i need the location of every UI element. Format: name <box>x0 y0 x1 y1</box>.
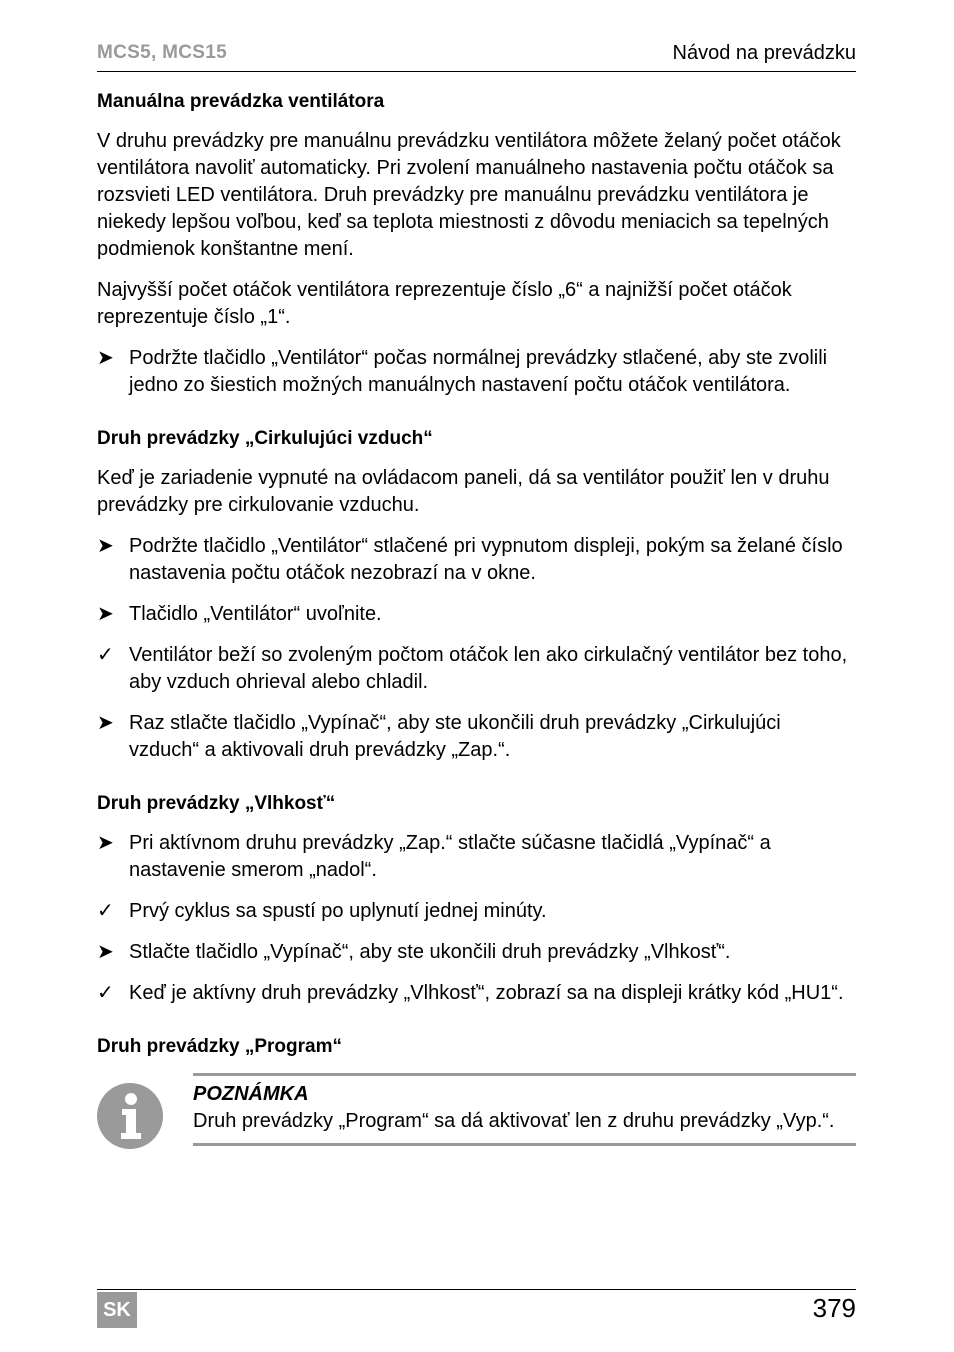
step-text: Podržte tlačidlo „Ventilátor“ počas normálnej prevádzky stlačené, aby ste zvolili jedno zo šiestich možných manuálnych nastavení počtu otáčok ventilátora. <box>129 347 828 396</box>
step-item <box>97 533 856 587</box>
info-icon <box>97 1083 163 1149</box>
arrow-icon: ➤ <box>97 535 114 557</box>
step-item <box>97 345 856 399</box>
arrow-icon: ➤ <box>97 347 114 369</box>
step-text: Pri aktívnom druhu prevádzky „Zap.“ stlačte súčasne tlačidlá „Vypínač“ a nastavenie smerom „nadol“. <box>129 832 771 881</box>
note-box <box>193 1073 856 1146</box>
language-badge: SK <box>97 1292 137 1328</box>
step-item <box>97 601 856 628</box>
checkmark-icon: ✓ <box>97 900 114 922</box>
arrow-icon: ➤ <box>97 712 114 734</box>
checkmark-icon: ✓ <box>97 982 114 1004</box>
page-content <box>97 88 856 1173</box>
header-doc-title: Návod na prevádzku <box>672 42 856 64</box>
header-model: MCS5, MCS15 <box>97 42 228 63</box>
result-text: Keď je aktívny druh prevádzky „Vlhkosť“, zobrazí sa na displeji krátky kód „HU1“. <box>129 982 844 1004</box>
note-title: POZNÁMKA <box>193 1083 309 1105</box>
arrow-icon: ➤ <box>97 832 114 854</box>
step-text: Tlačidlo „Ventilátor“ uvoľnite. <box>129 603 382 625</box>
result-text: Prvý cyklus sa spustí po uplynutí jednej minúty. <box>129 900 547 922</box>
arrow-icon: ➤ <box>97 941 114 963</box>
step-text: Podržte tlačidlo „Ventilátor“ stlačené pri vypnutom displeji, pokým sa želané číslo nastavenia počtu otáčok nezobrazí na v okne. <box>129 535 843 584</box>
result-item <box>97 980 856 1007</box>
section-heading: Manuálna prevádzka ventilátora <box>97 91 385 112</box>
note-text: Druh prevádzky „Program“ sa dá aktivovať len z druhu prevádzky „Vyp.“. <box>193 1110 835 1132</box>
section-heading: Druh prevádzky „Program“ <box>97 1036 342 1057</box>
header-rule <box>97 71 856 72</box>
checkmark-icon: ✓ <box>97 644 114 666</box>
note-block <box>97 1073 856 1173</box>
page-number: 379 <box>812 1293 856 1323</box>
step-item <box>97 939 856 966</box>
step-text: Raz stlačte tlačidlo „Vypínač“, aby ste ukončili druh prevádzky „Cirkulujúci vzduch“ a aktivovali druh prevádzky „Zap.“. <box>129 712 781 761</box>
result-text: Ventilátor beží so zvoleným počtom otáčok len ako cirkulačný ventilátor bez toho, aby vzduch ohrieval alebo chladil. <box>129 644 848 693</box>
arrow-icon: ➤ <box>97 603 114 625</box>
footer-rule <box>97 1289 856 1290</box>
paragraph: Keď je zariadenie vypnuté na ovládacom paneli, dá sa ventilátor použiť len v druhu prevádzky pre cirkulovanie vzduchu. <box>97 467 830 516</box>
section-heading: Druh prevádzky „Vlhkosť“ <box>97 793 336 814</box>
step-item <box>97 830 856 884</box>
paragraph: Najvyšší počet otáčok ventilátora reprezentuje číslo „6“ a najnižší počet otáčok reprezentuje číslo „1“. <box>97 279 792 328</box>
step-item <box>97 710 856 764</box>
result-item <box>97 898 856 925</box>
result-item <box>97 642 856 696</box>
section-heading: Druh prevádzky „Cirkulujúci vzduch“ <box>97 428 433 449</box>
paragraph: V druhu prevádzky pre manuálnu prevádzku ventilátora môžete želaný počet otáčok ventilátora navoliť automaticky. Pri zvolení manuálneho nastavenia počtu otáčok sa rozsvieti LED ventilátora. Druh prevádzky pre manuálnu prevádzku ventilátora je niekedy lepšou voľbou, keď sa teplota miestnosti z dôvodu meniacich sa tepelných podmienok konštantne mení. <box>97 130 841 260</box>
step-text: Stlačte tlačidlo „Vypínač“, aby ste ukončili druh prevádzky „Vlhkosť“. <box>129 941 731 963</box>
